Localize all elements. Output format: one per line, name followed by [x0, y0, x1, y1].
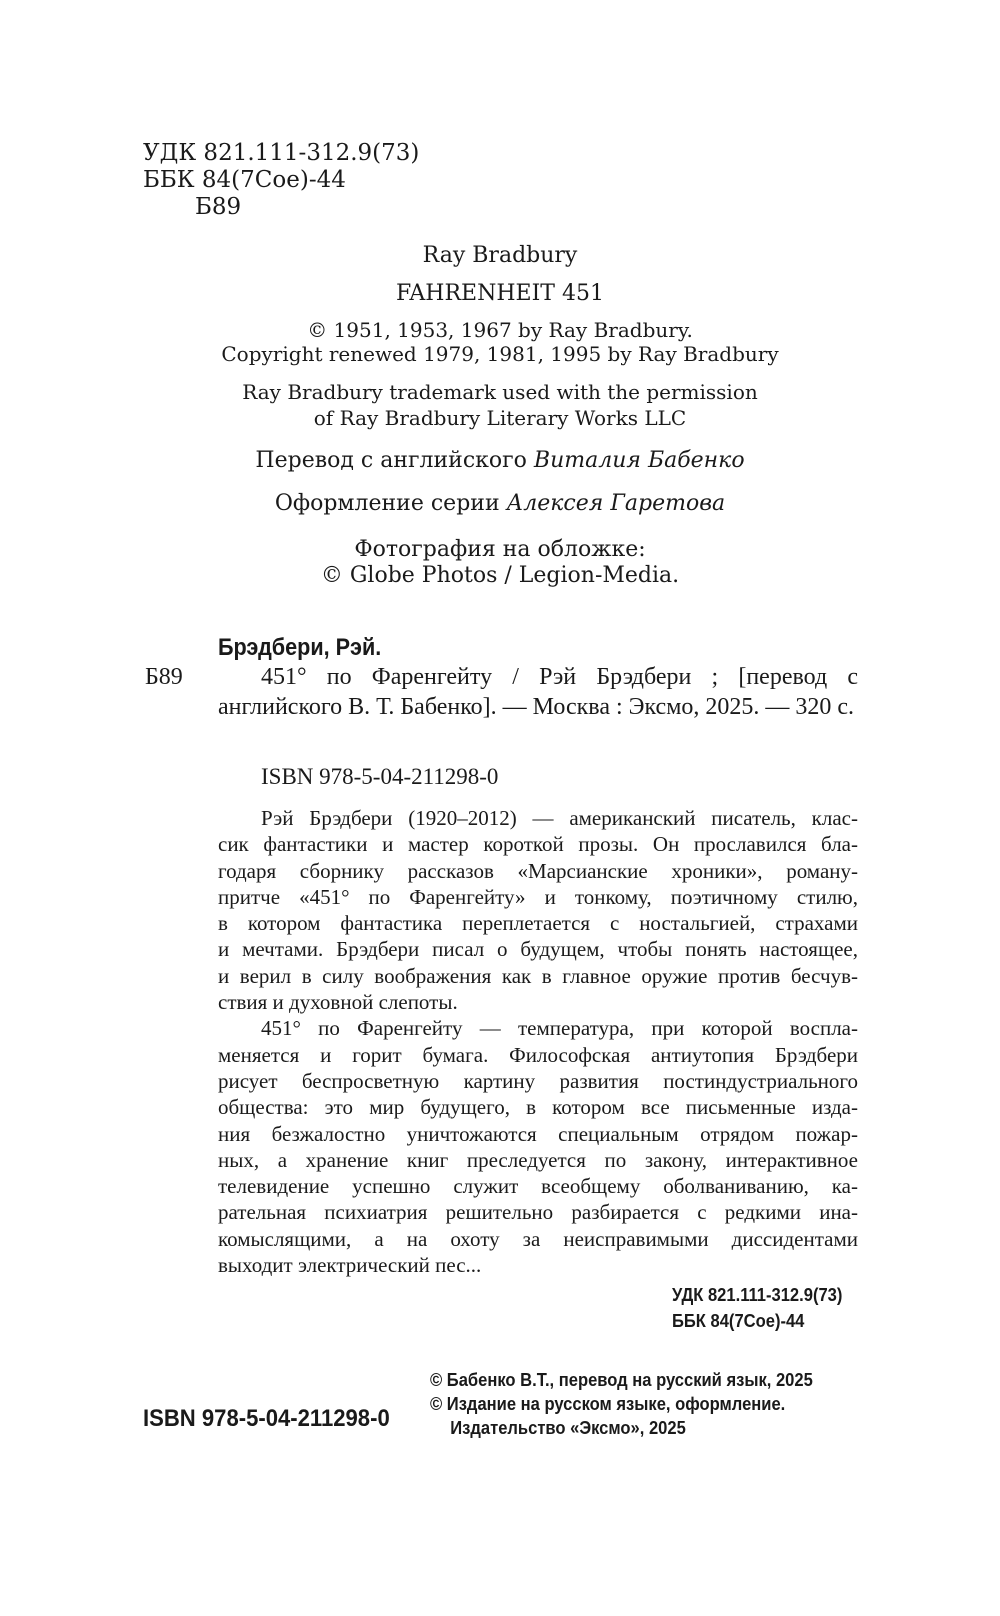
trademark-line-1: Ray Bradbury trademark used with the permission: [242, 380, 758, 404]
classification-top: [143, 140, 419, 221]
annotation-line: и мечтами. Брэдбери писал о будущем, чтобы понять настоящее,: [218, 937, 858, 962]
bbk-code-bottom: ББК 84(7Сое)-44: [672, 1311, 805, 1331]
copyright-line-1: © 1951, 1953, 1967 by Ray Bradbury.: [307, 318, 693, 342]
title-en: FAHRENHEIT 451: [396, 281, 604, 306]
udk-code: УДК 821.111-312.9(73): [143, 140, 420, 166]
annotation-line: и верил в силу воображения как в главное оружие против бесчув-: [218, 963, 858, 988]
bbk-code: ББК 84(7Сое)-44: [143, 167, 346, 193]
translator-name: Виталия Бабенко: [533, 448, 745, 473]
annotation-line: годаря сборнику рассказов «Марсианские хроники», роману-: [218, 858, 858, 883]
translation-credit: [0, 448, 1000, 473]
annotation-line: в котором фантастика переплетается с ностальгией, страхами: [218, 911, 858, 936]
photo-label: Фотография на обложке:: [354, 537, 646, 562]
annotation-line: комыслящими, а на охоту за неисправимыми диссидентами: [218, 1226, 858, 1251]
card-description-text: 451° по Фаренгейту / Рэй Брэдбери ; [перевод с английского В. Т. Бабенко]. — Москва : Эксмо, 2025. — 320 с.: [218, 664, 858, 720]
annotation-line: рисует беспросветную картину развития постиндустриального: [218, 1068, 858, 1093]
translation-label: Перевод с английского: [255, 448, 534, 473]
copyright-translation: © Бабенко В.Т., перевод на русский язык, 2025: [430, 1370, 813, 1390]
design-credit: [0, 491, 1000, 516]
annotation-line: рательная психиатрия решительно разбирается с редкими ина-: [218, 1200, 858, 1225]
annotation-line: выходит электрический пес...: [218, 1253, 482, 1278]
isbn-bottom: ISBN 978-5-04-211298-0: [143, 1405, 390, 1432]
author-en: Ray Bradbury: [422, 243, 578, 268]
designer-name: Алексея Гаретова: [506, 491, 726, 516]
copyright-edition: © Издание на русском языке, оформление.: [430, 1394, 786, 1414]
author-mark: Б89: [195, 194, 242, 220]
copyright-publisher: Издательство «Эксмо», 2025: [450, 1418, 686, 1438]
copyright-block: [430, 1368, 813, 1440]
classification-bottom: [672, 1282, 842, 1334]
trademark-line-2: of Ray Bradbury Literary Works LLC: [313, 406, 687, 430]
annotation-line: телевидение успешно служит всеобщему оболваниванию, ка-: [218, 1174, 858, 1199]
annotation-line: притче «451° по Фаренгейту» и тонкому, поэтичному стилю,: [218, 884, 858, 909]
annotation-line: меняется и горит бумага. Философская антиутопия Брэдбери: [218, 1042, 858, 1067]
udk-code-bottom: УДК 821.111-312.9(73): [672, 1285, 843, 1305]
annotation-line: общества: это мир будущего, в котором все письменные изда-: [218, 1095, 858, 1120]
card-isbn: ISBN 978-5-04-211298-0: [261, 764, 499, 789]
annotation-line: ных, а хранение книг преследуется по закону, интерактивное: [218, 1147, 858, 1172]
card-code: Б89: [145, 664, 183, 690]
annotation-line: сик фантастики и мастер короткой прозы. Он прославился бла-: [218, 832, 858, 857]
card-author-heading: Брэдбери, Рэй.: [218, 634, 382, 661]
copyright-line-2: Copyright renewed 1979, 1981, 1995 by Ray Bradbury: [221, 342, 779, 366]
design-label: Оформление серии: [274, 491, 507, 516]
photo-credit: © Globe Photos / Legion-Media.: [320, 563, 680, 588]
annotation-line: Рэй Брэдбери (1920–2012) — американский писатель, клас-: [261, 806, 858, 830]
card-description: [218, 662, 858, 722]
annotation: [218, 805, 858, 1278]
annotation-line: ния безжалостно уничтожаются специальным отрядом пожар-: [218, 1121, 858, 1146]
annotation-line: 451° по Фаренгейту — температура, при которой воспла-: [261, 1016, 858, 1041]
annotation-line: ствия и духовной слепоты.: [218, 990, 458, 1015]
